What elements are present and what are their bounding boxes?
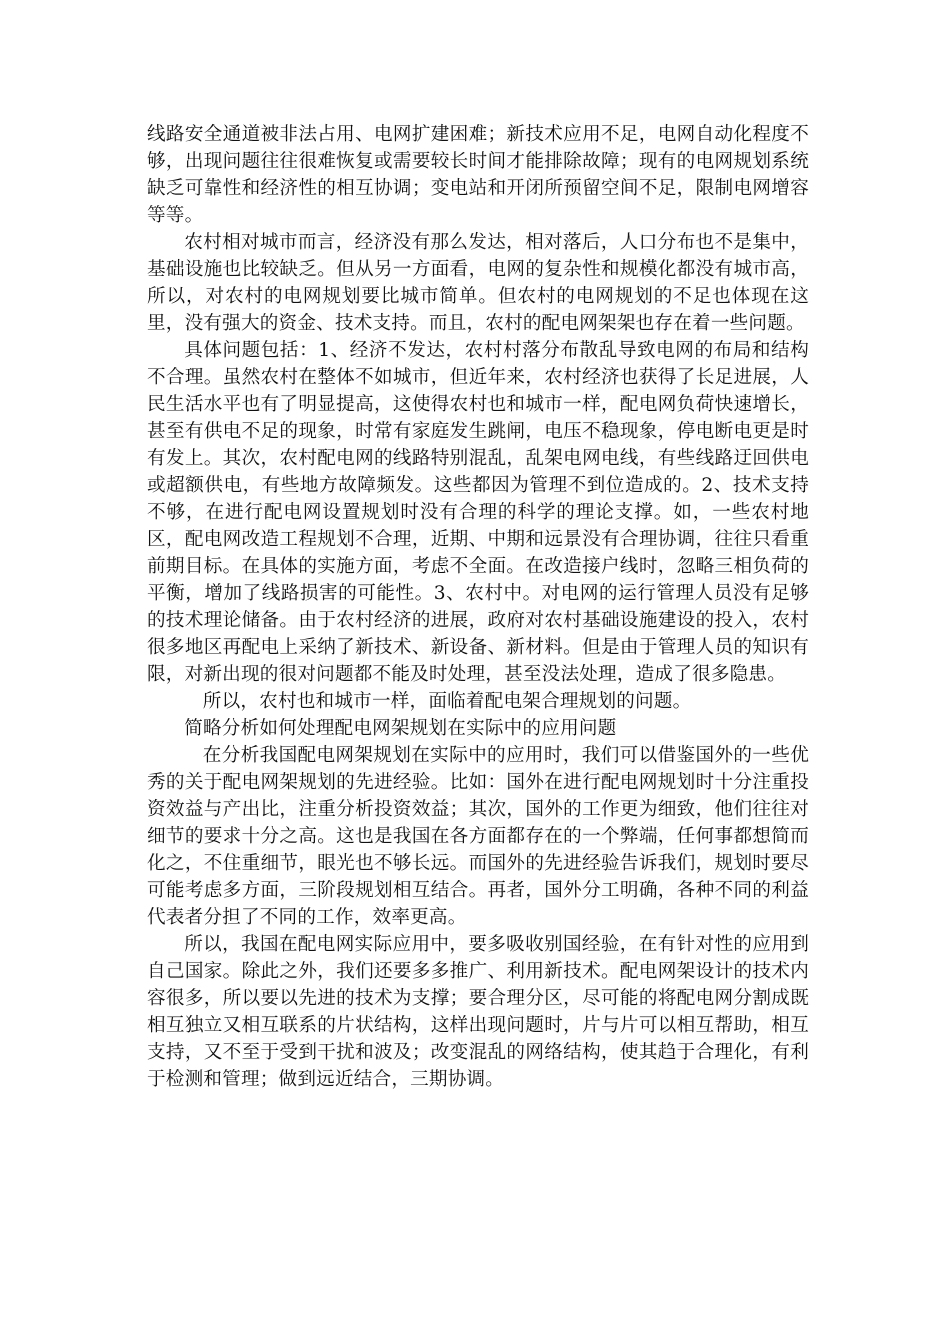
paragraph-specific-problems: 具体问题包括：1、经济不发达，农村村落分布散乱导致电网的布局和结构不合理。虽然农村在整体不如城市，但近年来，农村经济也获得了长足进展，人民生活水平也有了明显提高，这使得农村也和城市一样，配电网负荷快速增长，甚至有供电不足的现象，时常有家庭发生跳闸，电压不稳现象，停电断电更是时有发上。其次，农村配电网的线路特别混乱，乱架电网电线，有些线路迂回供电或超额供电，有些地方故障频发。这些都因为管理不到位造成的。2、技术支持不够，在进行配电网设置规划时没有合理的科学的理论支撑。如，一些农村地区，配电网改造工程规划不合理，近期、中期和远景没有合理协调，往往只看重前期目标。在具体的实施方面，考虑不全面。在改造接户线时，忽略三相负荷的平衡，增加了线路损害的可能性。3、农村中。对电网的运行管理人员没有足够的技术理论储备。由于农村经济的进展，政府对农村基础设施建设的投入，农村很多地区再配电上采纳了新技术、新设备、新材料。但是由于管理人员的知识有限，对新出现的很对问题都不能及时处理，甚至没法处理，造成了很多隐患。 xyxy=(147,340,809,685)
document-body xyxy=(147,121,809,1093)
paragraph-rural-overview: 农村相对城市而言，经济没有那么发达，相对落后，人口分布也不是集中，基础设施也比较缺乏。但从另一方面看，电网的复杂性和规模化都没有城市高，所以，对农村的电网规划要比城市简单。但农村的电网规划的不足也体现在这里，没有强大的资金、技术支持。而且，农村的配电网架架也存在着一些问题。 xyxy=(147,232,809,334)
paragraph-continuation: 线路安全通道被非法占用、电网扩建困难；新技术应用不足，电网自动化程度不够，出现问题往往很难恢复或需要较长时间才能排除故障；现有的电网规划系统缺乏可靠性和经济性的相互协调；变电站和开闭所预留空间不足，限制电网增容等等。 xyxy=(147,124,809,226)
paragraph-recommendations: 所以，我国在配电网实际应用中，要多吸收别国经验，在有针对性的应用到自己国家。除此之外，我们还要多多推广、利用新技术。配电网架设计的技术内容很多，所以要以先进的技术为支撑；要合理分区，尽可能的将配电网分割成既相互独立又相互联系的片状结构，这样出现问题时，片与片可以相互帮助，相互支持，又不至于受到干扰和波及；改变混乱的网络结构，使其趋于合理化，有利于检测和管理；做到远近结合，三期协调。 xyxy=(147,934,809,1090)
section-heading: 简略分析如何处理配电网架规划在实际中的应用问题 xyxy=(184,718,617,739)
paragraph-conclusion-rural: 所以，农村也和城市一样，面临着配电架合理规划的问题。 xyxy=(202,691,692,712)
paragraph-foreign-experience: 在分析我国配电网架规划在实际中的应用时，我们可以借鉴国外的一些优秀的关于配电网架规划的先进经验。比如：国外在进行配电网规划时十分注重投资效益与产出比，注重分析投资效益；其次，国外的工作更为细致，他们往往对细节的要求十分之高。这也是我国在各方面都存在的一个弊端，任何事都想简而化之，不住重细节，眼光也不够长远。而国外的先进经验告诉我们，规划时要尽可能考虑多方面，三阶段规划相互结合。再者，国外分工明确，各种不同的利益代表者分担了不同的工作，效率更高。 xyxy=(147,745,809,928)
